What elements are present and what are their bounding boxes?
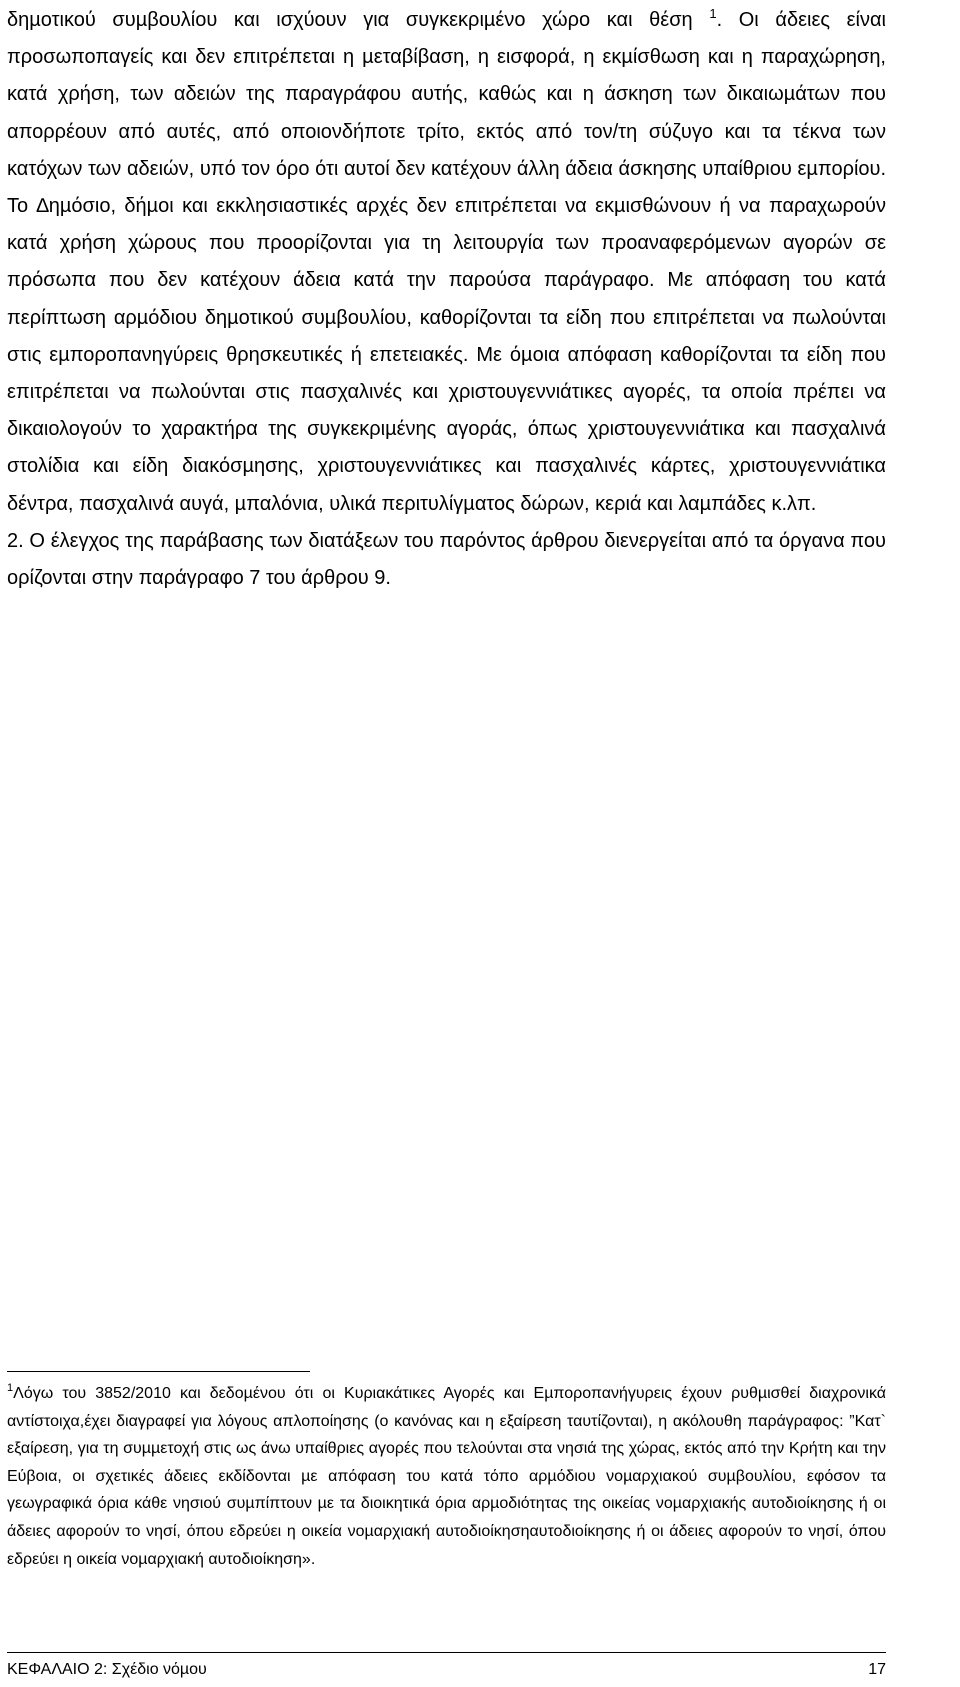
footnote-reference: 1 — [709, 6, 717, 21]
footnote-marker: 1 — [7, 1382, 14, 1394]
footnote — [7, 1380, 886, 1573]
paragraph-1-start: δηµοτικού συµβουλίου και ισχύουν για συγκεκριµένο χώρο και θέση — [7, 9, 693, 31]
footnote-separator — [7, 1371, 310, 1372]
page-number: 17 — [868, 1661, 886, 1678]
footnote-text: Λόγω του 3852/2010 και δεδοµένου ότι οι Κυριακάτικες Αγορές και Εµποροπανήγυρεις έχουν ρυθµισθεί διαχρονικά αντίστοιχα,έχει διαγραφεί για λόγους απλοποίησης (ο κανόνας και η εξαίρεση ταυτίζονται), η ακόλουθη παράγραφος: ”Κατ` εξαίρεση, για τη συµµετοχή στις ως άνω υπαίθριες αγορές που τελούνται στα νησιά της χώρας, εκτός από την Κρήτη και την Εύβοια, οι σχετικές άδειες εκδίδονται µε απόφαση του κατά τόπο αρµόδιου νοµαρχιακού συµβουλίου, εφόσον τα γεωγραφικά όρια κάθε νησιού συµπίπτουν µε τα διοικητικά όρια αρµοδιότητας της οικείας νοµαρχιακής αυτοδιοίκησης ή οι άδειες αφορούν το νησί, όπου εδρεύει η οικεία νοµαρχιακή αυτοδιοίκησηαυτοδιοίκησης ή οι άδειες αφορούν το νησί, όπου εδρεύει η οικεία νοµαρχιακή αυτοδιοίκηση». — [7, 1385, 886, 1568]
paragraph-1-rest: . Οι άδειες είναι προσωποπαγείς και δεν επιτρέπεται η µεταβίβαση, η εισφορά, η εκµίσθωση και η παραχώρηση, κατά χρήση, των αδειών της παραγράφου αυτής, καθώς και η άσκηση των δικαιωµάτων που απορρέουν από αυτές, από οποιονδήποτε τρίτο, εκτός από τον/τη σύζυγο και τα τέκνα των κατόχων των αδειών, υπό τον όρο ότι αυτοί δεν κατέχουν άλλη άδεια άσκησης υπαίθριου εµπορίου. Το ∆ηµόσιο, δήµοι και εκκλησιαστικές αρχές δεν επιτρέπεται να εκµισθώνουν ή να παραχωρούν κατά χρήση χώρους που προορίζονται για τη λειτουργία των προαναφερόµενων αγορών σε πρόσωπα που δεν κατέχουν άδεια κατά την παρούσα παράγραφο. Με απόφαση του κατά περίπτωση αρµόδιου δηµοτικού συµβουλίου, καθορίζονται τα είδη που επιτρέπεται να πωλούνται στις εµποροπανηγύρεις θρησκευτικές ή επετειακές. Με όµοια απόφαση καθορίζονται τα είδη που επιτρέπεται να πωλούνται στις πασχαλινές και χριστουγεννιάτικες αγορές, τα οποία πρέπει να δικαιολογούν το χαρακτήρα της συγκεκριµένης αγοράς, όπως χριστουγεννιάτικα και πασχαλινά στολίδια και είδη διακόσµησης, χριστουγεννιάτικες και πασχαλινές κάρτες, χριστουγεννιάτικα δέντρα, πασχαλινά αυγά, µπαλόνια, υλικά περιτυλίγµατος δώρων, κεριά και λαµπάδες κ.λπ. — [7, 9, 886, 515]
paragraph-1 — [7, 2, 886, 523]
footer-separator — [7, 1652, 886, 1653]
footer-chapter-title: ΚΕΦΑΛΑΙΟ 2: Σχέδιο νόµου — [7, 1661, 207, 1678]
paragraph-2: 2. Ο έλεγχος της παράβασης των διατάξεων του παρόντος άρθρου διενεργείται από τα όργανα που ορίζονται στην παράγραφο 7 του άρθρου 9. — [7, 529, 886, 590]
page-footer — [7, 1657, 886, 1683]
body-text — [7, 2, 886, 597]
